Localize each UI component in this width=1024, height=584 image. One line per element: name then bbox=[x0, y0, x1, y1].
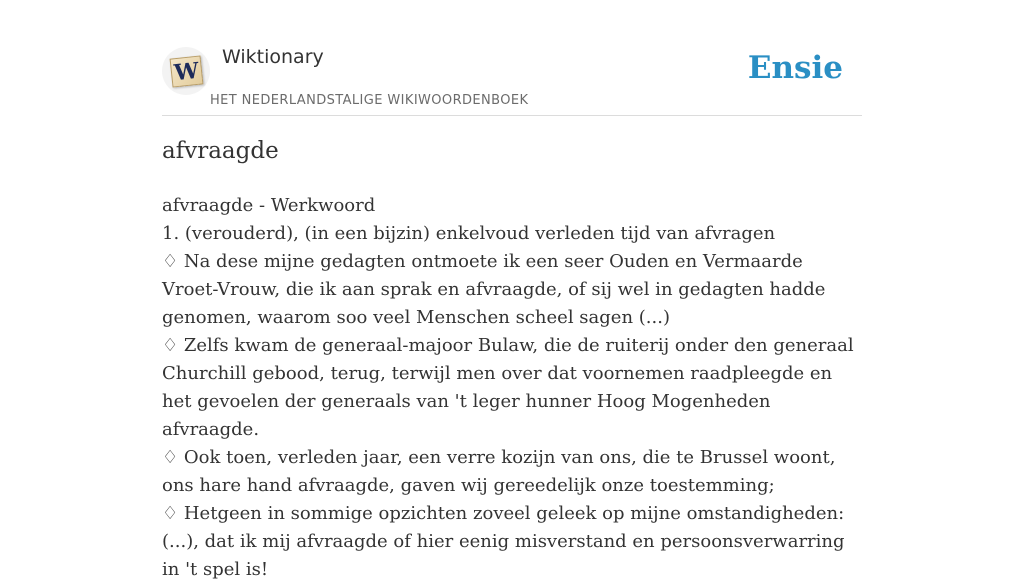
wiktionary-logo[interactable] bbox=[162, 47, 210, 95]
ensie-brand-link[interactable]: Ensie bbox=[747, 50, 843, 86]
header bbox=[162, 40, 862, 116]
example-sentence: ♢ Ook toen, verleden jaar, een verre kozijn van ons, die te Brussel woont, ons hare hand afvraagde, gaven wij gereedelijk onze toestemming; bbox=[162, 447, 836, 496]
page-title: afvraagde bbox=[162, 138, 279, 164]
entry-definition: 1. (verouderd), (in een bijzin) enkelvoud verleden tijd van afvragen bbox=[162, 223, 776, 244]
entry-heading: afvraagde - Werkwoord bbox=[162, 195, 376, 216]
site-tagline: HET NEDERLANDSTALIGE WIKIWOORDENBOEK bbox=[210, 93, 529, 108]
example-sentence: ♢ Hetgeen in sommige opzichten zoveel geleek op mijne omstandigheden: (...), dat ik mij afvraagde of hier eenig misverstand en persoonsverwarring in 't spel is! bbox=[162, 503, 845, 580]
site-name[interactable]: Wiktionary bbox=[222, 46, 324, 68]
logo-letter: W bbox=[172, 57, 201, 87]
example-sentence: ♢ Na dese mijne gedagten ontmoete ik een seer Ouden en Vermaarde Vroet-Vrouw, die ik aan sprak en afvraagde, of sij wel in gedagten hadde genomen, waarom soo veel Menschen scheel sagen (...) bbox=[162, 251, 826, 328]
logo-tile-icon bbox=[170, 55, 204, 87]
example-sentence: ♢ Zelfs kwam de generaal-majoor Bulaw, die de ruiterij onder den generaal Churchill gebood, terug, terwijl men over dat voornemen raadpleegde en het gevoelen der generaals van 't leger hunner Hoog Mogenheden afvraagde. bbox=[162, 335, 854, 440]
entry-content bbox=[162, 192, 862, 584]
